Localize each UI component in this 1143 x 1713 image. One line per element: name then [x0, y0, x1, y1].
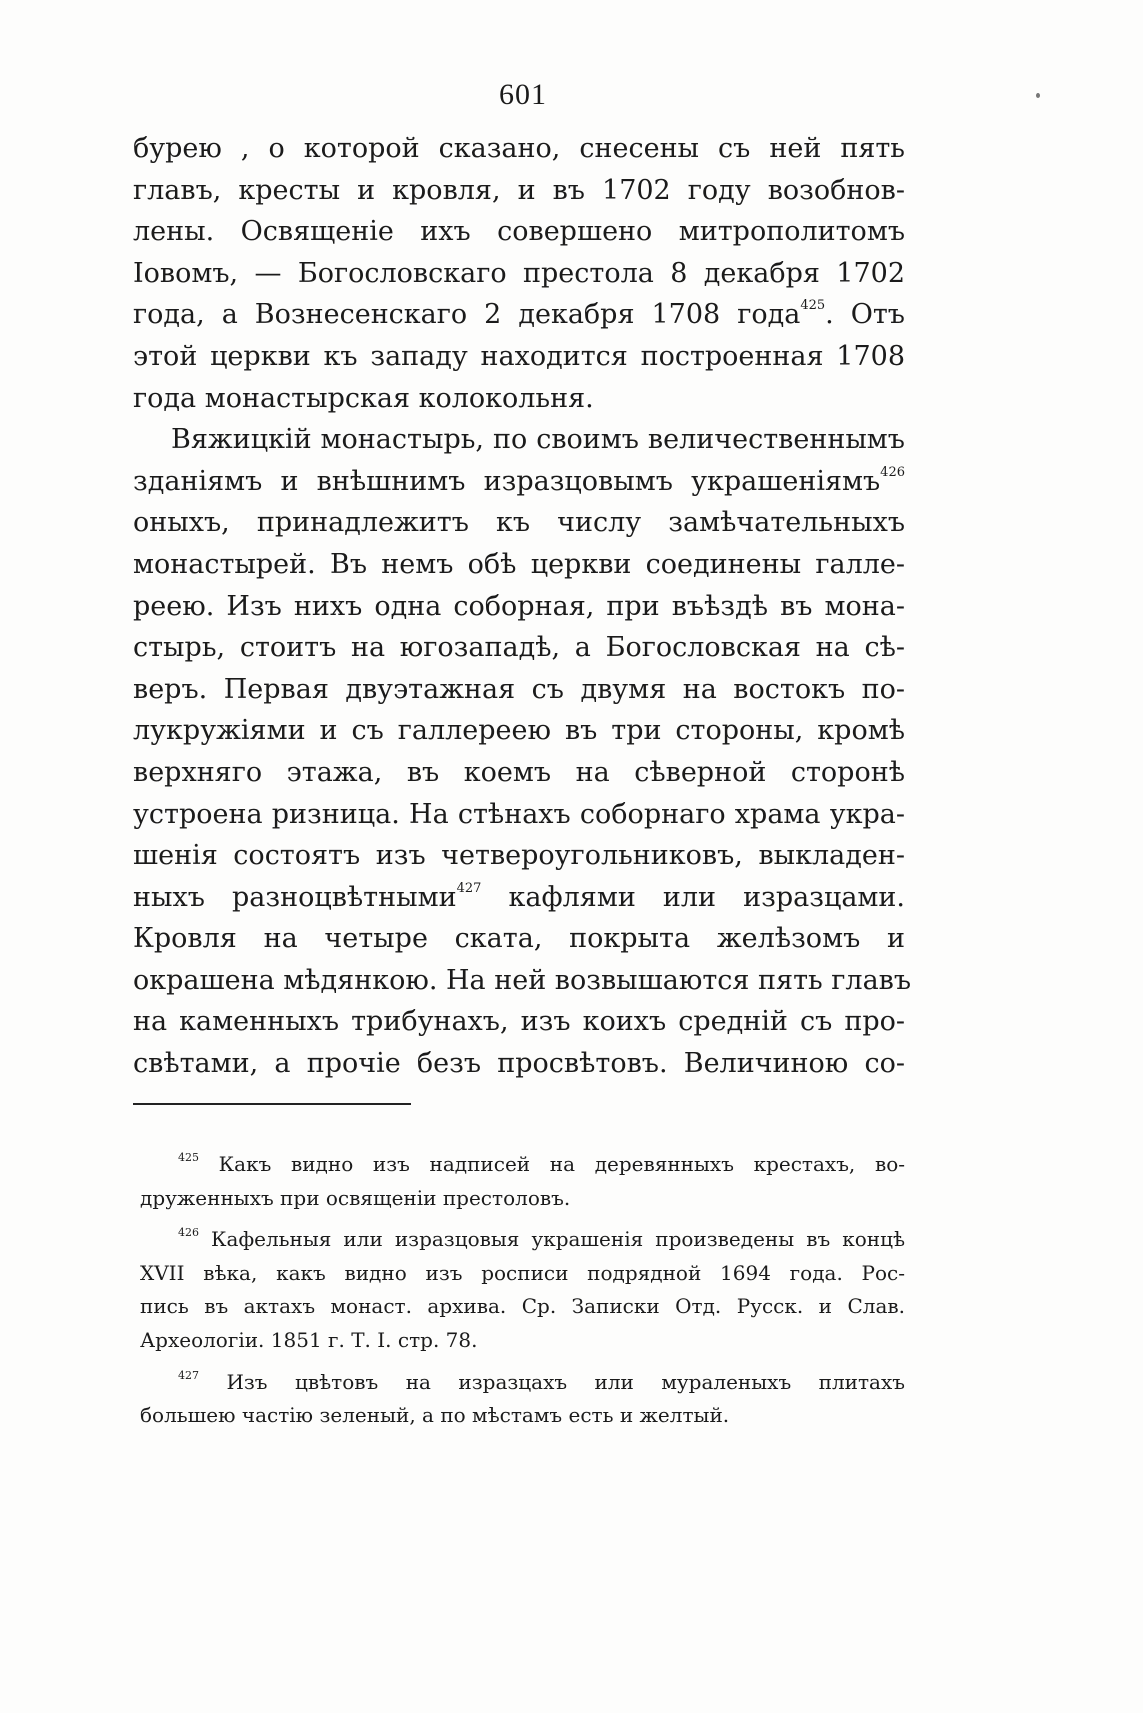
text-line: [133, 253, 905, 295]
text-line-content: Кровля на четыре ската, покрыта желѣзомъ и: [133, 923, 905, 955]
footnote-line: [140, 1324, 905, 1358]
main-text: [133, 128, 912, 1085]
text-line-content: года, а Вознесенскаго 2 декабря 1708 года: [133, 299, 801, 331]
text-line: [133, 752, 905, 794]
footnote-text: Какъ видно изъ надписей на деревянныхъ крестахъ, во-: [218, 1152, 906, 1176]
text-line: [133, 835, 905, 877]
text-line: [133, 336, 905, 378]
text-line: [133, 461, 905, 503]
footnote-text: большею частію зеленый, а по мѣстамъ есть и желтый.: [140, 1403, 730, 1428]
text-line: [133, 586, 905, 628]
text-line-content: монастырей. Въ немъ обѣ церкви соединены галле-: [133, 548, 905, 580]
text-line-content: стырь, стоитъ на югозападѣ, а Богословская на сѣ-: [133, 632, 905, 664]
text-line: [133, 170, 905, 212]
text-line-content: лены. Освященіе ихъ совершено митрополитомъ: [133, 216, 905, 248]
text-line: [133, 419, 905, 461]
text-line-content: Іовомъ, — Богословскаго престола 8 декабря 1702: [133, 257, 905, 289]
text-line-content: главъ, кресты и кровля, и въ 1702 году возобнов-: [133, 174, 905, 206]
text-line: [133, 294, 905, 336]
text-line-content: на каменныхъ трибунахъ, изъ коихъ средній съ про-: [133, 1006, 905, 1038]
footnote-reference: 427: [456, 880, 482, 896]
footnote: [140, 1148, 905, 1215]
text-line-content: зданіямъ и внѣшнимъ изразцовымъ украшеніямъ: [133, 465, 881, 497]
text-line: [133, 669, 905, 711]
text-line-content: реею. Изъ нихъ одна соборная, при въѣздѣ въ мона-: [133, 590, 905, 622]
text-line-content: верхняго этажа, въ коемъ на сѣверной сторонѣ: [133, 756, 905, 788]
text-line: [133, 128, 905, 170]
text-line: [133, 544, 905, 586]
text-line-content: веръ. Первая двуэтажная съ двумя на востокъ по-: [133, 673, 905, 705]
text-line-content: устроена ризница. На стѣнахъ соборнаго храма укра-: [133, 798, 905, 830]
footnote-text: Изъ цвѣтовъ на изразцахъ или мураленыхъ плитахъ: [226, 1369, 905, 1394]
text-line-content: бурею , о которой сказано, снесены съ ней пять: [133, 133, 905, 164]
footnote: [140, 1223, 905, 1357]
footnote-number: 426: [178, 1226, 199, 1240]
footnote-text: пись въ актахъ монаст. архива. Ср. Записки Отд. Русск. и Слав.: [140, 1294, 905, 1319]
text-line-content: окрашена мѣдянкою. На ней возвышаются пять главъ: [133, 964, 912, 996]
text-line-content: оныхъ, принадлежитъ къ числу замѣчательныхъ: [133, 507, 905, 539]
text-line: [133, 627, 905, 669]
text-line-tail: . Отъ: [825, 299, 905, 331]
text-line: [133, 1043, 905, 1085]
text-line: [133, 710, 905, 752]
footnote-line: [140, 1148, 905, 1182]
text-line-content: Вяжицкій монастырь, по своимъ величественнымъ: [171, 424, 905, 456]
text-line: [133, 960, 912, 1002]
text-line-content: года монастырская колокольня.: [133, 382, 594, 414]
text-line: [133, 502, 905, 544]
footnotes: [140, 1148, 905, 1441]
text-line-content: шенія состоятъ изъ четвероугольниковъ, выкладен-: [133, 840, 905, 872]
text-line-content: этой церкви къ западу находится построенная 1708: [133, 340, 905, 372]
footnote-text: Археологіи. 1851 г. Т. I. стр. 78.: [140, 1327, 478, 1352]
footnote-line: [140, 1399, 905, 1433]
footnote-reference: 425: [800, 298, 826, 314]
text-line-content: свѣтами, а прочіе безъ просвѣтовъ. Величиною со-: [133, 1048, 905, 1080]
footnote-number: 427: [178, 1368, 199, 1382]
text-line: [133, 378, 905, 420]
footnote-reference: 426: [880, 464, 905, 480]
text-line: [133, 211, 905, 253]
text-line: [133, 877, 905, 919]
footnote: [140, 1366, 905, 1433]
footnote-text: Кафельныя или изразцовыя украшенія произведены въ концѣ: [211, 1227, 906, 1252]
footnote-line: [140, 1182, 905, 1216]
scan-speck: [1036, 93, 1040, 98]
text-line-content: ныхъ разноцвѣтными: [133, 881, 457, 913]
footnote-text: друженныхъ при освященіи престоловъ.: [140, 1185, 571, 1210]
footnote-line: [140, 1366, 905, 1400]
footnote-line: [140, 1223, 905, 1257]
footnote-line: [140, 1257, 905, 1291]
footnote-number: 425: [178, 1151, 199, 1164]
page-number: 601: [499, 78, 547, 111]
footnote-text: XVII вѣка, какъ видно изъ росписи подрядной 1694 года. Рос-: [140, 1260, 905, 1285]
text-line-content: лукружіями и съ галлереею въ три стороны, кромѣ: [133, 715, 905, 747]
footnote-separator: [133, 1103, 411, 1105]
text-line: [133, 1001, 905, 1043]
text-line: [133, 918, 905, 960]
text-line-tail: кафлями или изразцами.: [481, 881, 905, 913]
footnote-line: [140, 1290, 905, 1324]
text-line: [133, 794, 905, 836]
